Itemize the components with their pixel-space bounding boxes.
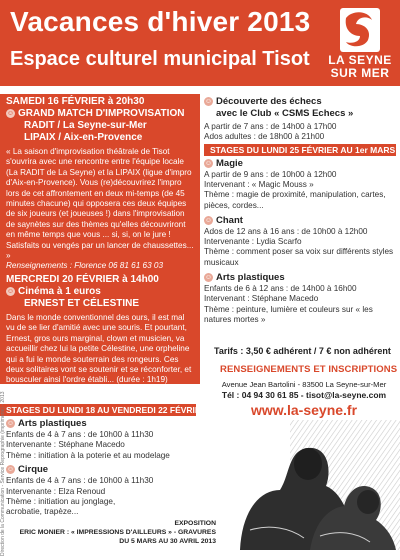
right-stages [204, 158, 394, 325]
smiley-icon: ☺ [6, 287, 15, 295]
city-logo [328, 6, 392, 82]
left-stages [6, 418, 202, 518]
expo-artist: ERIC MONIER : « IMPRESSIONS D'AILLEURS » - GRAVURES [19, 529, 216, 536]
credit-line: Direction de la Communication - Service Reprographie (imprimerie) - 2013 [0, 391, 6, 556]
stage-chant-line2: Intervenante : Lydia Scarfo [204, 237, 302, 247]
chess-club: avec le Club « CSMS Echecs » [216, 107, 354, 119]
contact-block [214, 380, 394, 400]
stage-arts-line1: Enfants de 4 à 7 ans : de 10h00 à 11h30 [6, 430, 154, 439]
stage-arts2-line2: Intervenant : Stéphane Macedo [204, 294, 319, 304]
left-stages-banner: STAGES DU LUNDI 18 AU VENDREDI 22 FÉVRIER [0, 404, 196, 416]
phone-email: Tél : 04 94 30 61 85 - tisot@la-seyne.com [221, 390, 387, 400]
stage-arts-line2: Intervenante : Stéphane Macedo [6, 440, 125, 450]
smiley-icon: ☺ [6, 419, 15, 427]
stage-arts2-title: ☺ Arts plastiques [204, 272, 285, 284]
chess-line1: A partir de 7 ans : de 14h00 à 17h00 [204, 122, 337, 131]
stage-arts-line3: Thème : initiation à la poterie et au modelage [6, 450, 170, 460]
poster-subtitle: Espace culturel municipal Tisot [10, 48, 310, 70]
expo-label: EXPOSITION [174, 520, 216, 527]
smiley-icon: ☺ [204, 97, 213, 105]
logo-text-2: SUR MER [330, 66, 390, 80]
stage-magie-line2: Intervenant : « Magic Mouss » [204, 179, 314, 189]
chess-title: ☺ Découverte des échecs [204, 96, 322, 107]
exhibition-info [4, 519, 216, 546]
smiley-icon: ☺ [204, 159, 213, 167]
stage-cirque-line3: Thème : initiation au jonglage, acrobatie, trapèze... [6, 497, 116, 517]
smiley-icon: ☺ [6, 109, 15, 117]
stage-chant-line3: Thème : comment poser sa voix sur différents styles musicaux [204, 247, 394, 267]
event1-contact: Renseignements : Florence 06 81 61 63 03 [6, 261, 164, 271]
smiley-icon: ☺ [204, 217, 213, 225]
address: Avenue Jean Bartolini - 83500 La Seyne-sur-Mer [221, 380, 387, 389]
event2-date: MERCREDI 20 FÉVRIER à 14h00 [6, 273, 159, 285]
event1-teams-2: LIPAIX / Aix-en-Provence [24, 132, 143, 143]
engraving-image [220, 420, 400, 550]
price-info: Tarifs : 3,50 € adhérent / 7 € non adhérent [214, 346, 391, 356]
stage-cirque-title: ☺ Cirque [6, 464, 49, 476]
info-heading: RENSEIGNEMENTS ET INSCRIPTIONS [220, 364, 398, 375]
wave-logo-icon [338, 6, 382, 54]
logo-text-1: LA SEYNE [328, 53, 392, 67]
expo-dates: DU 5 MARS AU 30 AVRIL 2013 [119, 538, 216, 545]
stage-chant-line1: Ados de 12 ans à 16 ans : de 10h00 à 12h00 [204, 226, 368, 236]
stage-cirque-line1: Enfants de 4 à 7 ans : de 10h00 à 11h30 [6, 476, 154, 486]
right-stages-banner: STAGES DU LUNDI 25 FÉVRIER AU 1er MARS [204, 144, 396, 156]
event1-title: ☺ GRAND MATCH D'IMPROVISATION [6, 108, 185, 119]
chess-block [204, 96, 394, 143]
website-link[interactable]: www.la-seyne.fr [250, 402, 358, 418]
event1-date: SAMEDI 16 FÉVRIER à 20h30 [6, 96, 145, 107]
smiley-icon: ☺ [6, 466, 15, 474]
event2-film: ERNEST ET CÉLESTINE [24, 297, 140, 309]
left-events-panel [0, 94, 200, 384]
event1-description: « La saison d'improvisation théâtrale de Tisot s'ouvrira avec une rencontre entre l'équipe locale (La RADIT de La Seyne) et la LIPAIX (ligue d'impro d'Aix-en-Provence). Vous (re)découvrirez l'impro lors de cet affrontement en deux mi-temps (de 45 minutes chacune) qui opposera ces deux équipes de six joueurs (et joueuses !) dans l'improvisation de saynètes sur des thèmes qu'elles découvriront en même temps que vous ... si, si, on le jure ! Satisfaits ou vengés par un lancer de chaussettes... » [6, 147, 194, 261]
stage-cirque-line2: Intervenante : Elza Renoud [6, 486, 106, 496]
stage-arts2-line1: Enfants de 6 à 12 ans : de 14h00 à 16h00 [204, 283, 357, 293]
stage-magie-line3: Thème : magie de proximité, manipulation, cartes, pièces, cordes... [204, 190, 386, 210]
stage-arts-title: ☺ Arts plastiques [6, 418, 87, 429]
stage-chant-title: ☺ Chant [204, 215, 243, 227]
event1-teams-1: RADIT / La Seyne-sur-Mer [24, 120, 147, 131]
event2-description: Dans le monde conventionnel des ours, il est mal vu de se lier d'amitié avec une souris. Et pourtant, Ernest, gros ours marginal, clown et musicien, va accueillir chez lui la petite Célestine, une orpheline qui a fui le monde souterrain des rongeurs. Ces deux solitaires vont se soutenir et se réconforter, et bousculer ainsi l'ordre établi... (durée : 1h19) [6, 312, 192, 384]
header-banner [0, 0, 400, 86]
stage-magie-title: ☺ Magie [204, 158, 243, 169]
chess-line2: Ados adultes : de 18h00 à 21h00 [204, 132, 325, 142]
event2-title: ☺ Cinéma à 1 euros [6, 285, 101, 297]
stage-arts2-line3: Thème : peinture, lumière et couleurs sur « les natures mortes » [204, 304, 373, 324]
smiley-icon: ☺ [204, 274, 213, 282]
stage-magie-line1: A partir de 9 ans : de 10h00 à 12h00 [204, 169, 337, 179]
poster-title: Vacances d'hiver 2013 [10, 6, 311, 37]
